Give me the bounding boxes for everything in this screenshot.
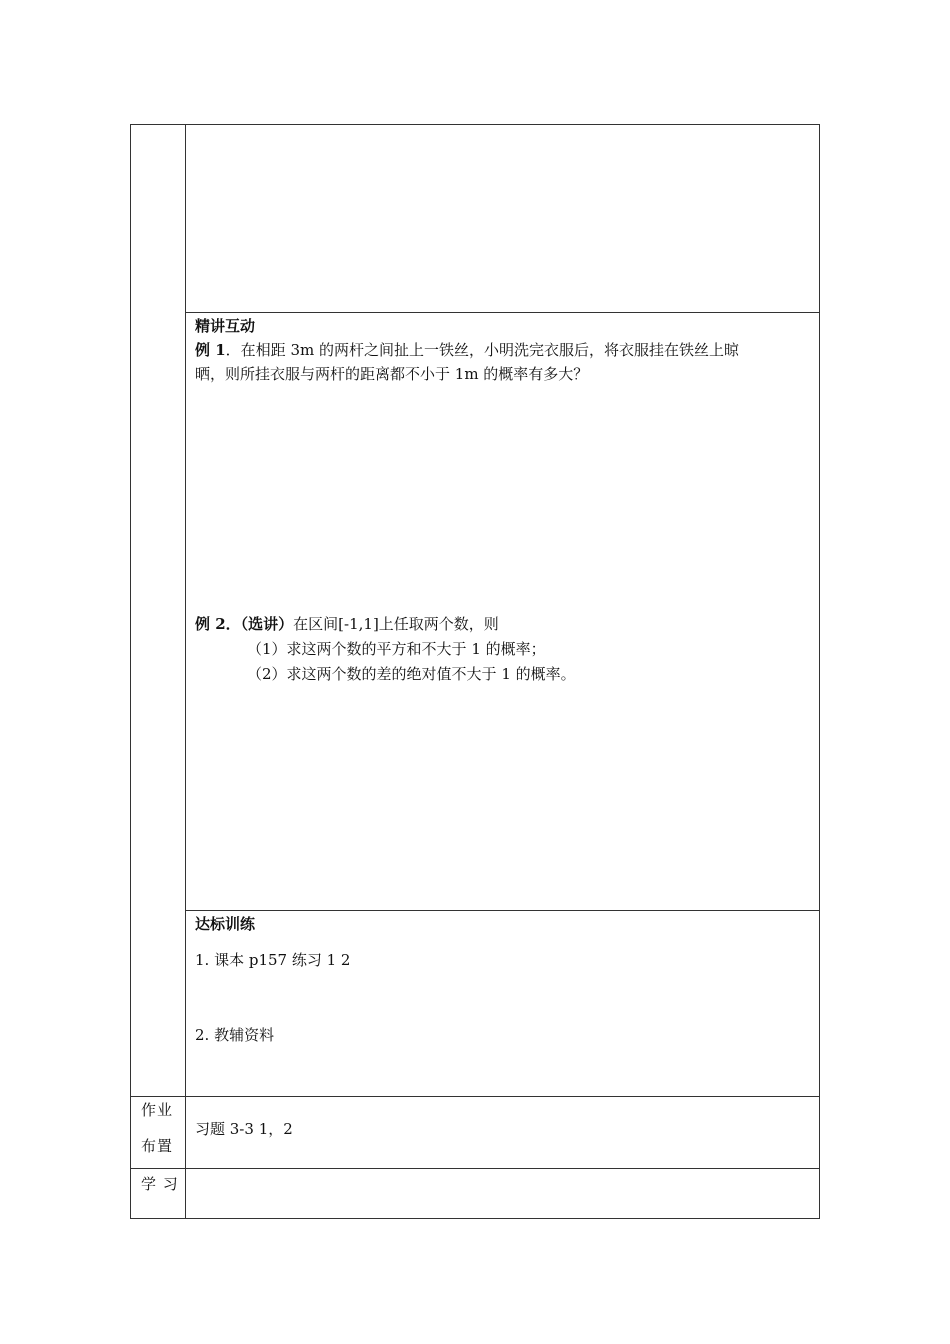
section-heading-jingjiang: 精讲互动 <box>195 317 256 335</box>
table-border-right <box>819 124 820 1219</box>
row-divider-2 <box>185 910 820 911</box>
table-border-left <box>130 124 131 1219</box>
homework-label-line1: 作业 <box>141 1101 174 1119</box>
homework-content: 习题 3-3 1，2 <box>195 1120 293 1138</box>
row-divider-study-top <box>130 1168 820 1169</box>
example2-label: 例 2．（选讲） <box>195 615 294 633</box>
example1-text-line2: 晒，则所挂衣服与两杆的距离都不小于 1m 的概率有多大？ <box>195 365 589 383</box>
table-column-divider <box>185 124 186 1219</box>
row-divider-1 <box>185 312 820 313</box>
example2-question-1: （1）求这两个数的平方和不大于 1 的概率； <box>247 640 546 658</box>
study-label: 学 习 <box>141 1175 179 1193</box>
table-border-bottom <box>130 1218 820 1219</box>
example2-line <box>195 614 499 634</box>
table-border-top <box>130 124 820 125</box>
dabiao-item-2: 2. 教辅资料 <box>195 1026 275 1044</box>
homework-label-line2: 布置 <box>141 1137 174 1155</box>
example1-line1 <box>195 340 739 360</box>
example1-label: 例 1 <box>195 341 226 359</box>
example1-text-line1: ．在相距 3m 的两杆之间扯上一铁丝，小明洗完衣服后，将衣服挂在铁丝上晾 <box>225 341 739 359</box>
section-heading-dabiao: 达标训练 <box>195 915 256 933</box>
example2-question-2: （2）求这两个数的差的绝对值不大于 1 的概率。 <box>247 665 576 683</box>
dabiao-item-1: 1. 课本 p157 练习 1 2 <box>195 951 351 969</box>
example2-intro: 在区间[-1,1]上任取两个数，则 <box>293 615 499 633</box>
row-divider-homework-top <box>130 1096 820 1097</box>
